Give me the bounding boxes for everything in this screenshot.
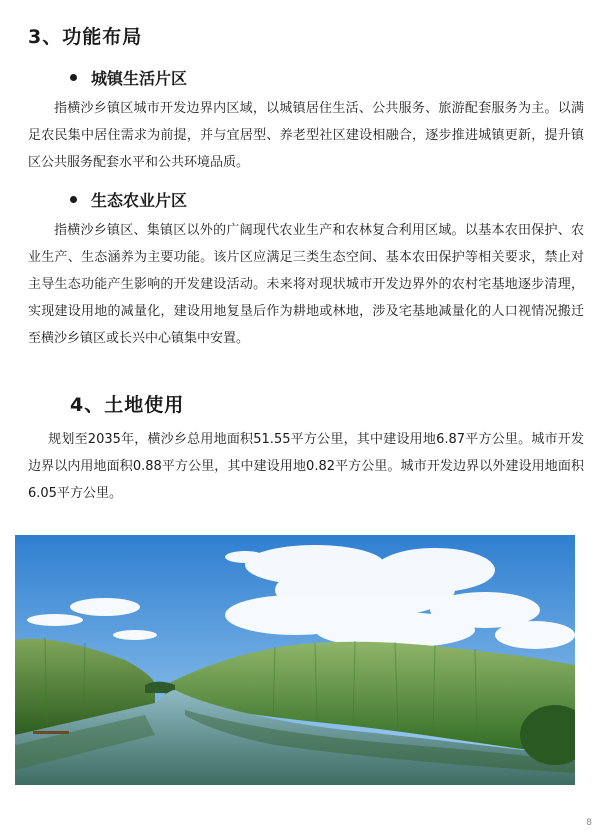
section-3-title: 3、功能布局: [28, 26, 143, 48]
subsection-urban-life-title: 城镇生活片区: [91, 69, 188, 88]
paragraph-urban-life: 指横沙乡镇区城市开发边界内区域，以城镇居住生活、公共服务、旅游配套服务为主。以满足农民集中居住需求为前提，并与宜居型、养老型社区建设相融合，逐步推进城镇更新，提升镇区公共服务配套水平和公共环境品质。: [28, 101, 584, 170]
section-4-title: 4、土地使用: [70, 394, 185, 416]
bullet-icon: [70, 196, 77, 203]
page-number: 8: [586, 818, 592, 828]
subsection-urban-life: [70, 66, 187, 89]
paragraph-eco-agri: 指横沙乡镇区、集镇区以外的广阔现代农业生产和农林复合利用区域。以基本农田保护、农业生产、生态涵养为主要功能。该片区应满足三类生态空间、基本农田保护等相关要求，禁止对主导生态功能产生影响的开发建设活动。未来将对现状城市开发边界外的农村宅基地逐步清理，实现建设用地的减量化，建设用地复垦后作为耕地或林地，涉及宅基地减量化的人口视情况搬迁至横沙乡镇区或长兴中心镇集中安置。: [28, 223, 584, 346]
paragraph-land-use: 规划至2035年，横沙乡总用地面积51.55平方公里，其中建设用地6.87平方公里。城市开发边界以内用地面积0.88平方公里，其中建设用地0.82平方公里。城市开发边界以外建设用地面积6.05平方公里。: [28, 432, 584, 501]
wetland-photo: [15, 535, 575, 785]
subsection-eco-agri: [70, 188, 187, 211]
subsection-eco-agri-title: 生态农业片区: [91, 191, 188, 210]
bullet-icon: [70, 74, 77, 81]
